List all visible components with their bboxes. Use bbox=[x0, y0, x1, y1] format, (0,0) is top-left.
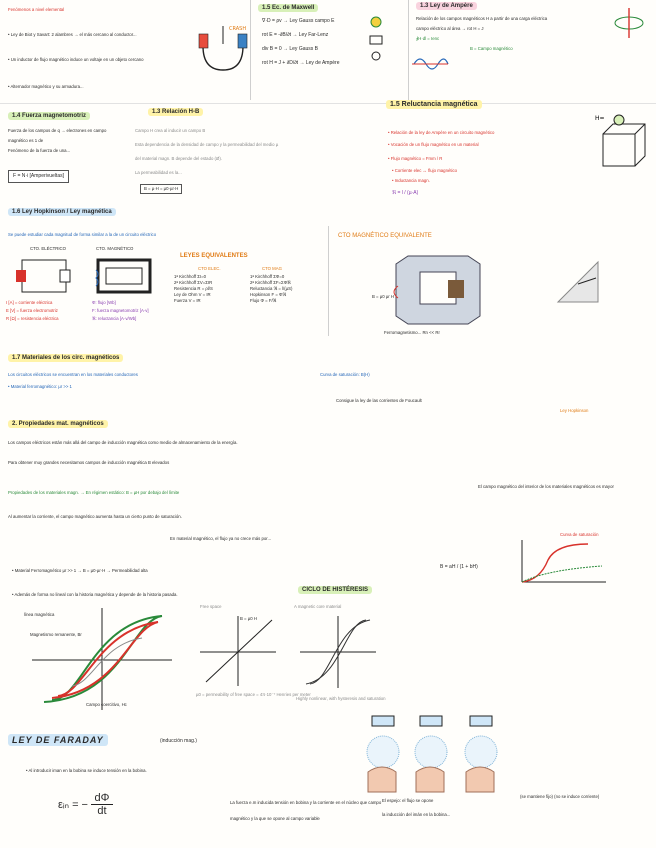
prop-line-2: Para obtener muy grandes necesitamos campos de inducción magnética B elevados bbox=[8, 460, 170, 465]
faraday-formula bbox=[58, 792, 113, 817]
core-hysteresis-chart bbox=[296, 612, 380, 692]
cto-equivalente-title: CTO MAGNÉTICO EQUIVALENTE bbox=[338, 233, 432, 239]
faraday-formula-den: dt bbox=[91, 804, 113, 817]
elec-legend-3: R [Ω] = resistencia eléctrica bbox=[6, 316, 59, 321]
label-cto-magnetico: CTO. MAGNÉTICO bbox=[96, 246, 134, 251]
faraday-fraction bbox=[91, 792, 113, 817]
saturation-curve bbox=[512, 538, 608, 586]
free-space-formula: B = µ0 H bbox=[240, 616, 257, 621]
prop-line-3: Propiedades de los materiales magn. → En régimen estático: B = µH por debajo del límite bbox=[8, 490, 180, 495]
leyes-cell: Ley de Ohm V = IR bbox=[174, 292, 211, 297]
section-relacion: 1.3 Relación H-B bbox=[148, 108, 203, 116]
faraday-right-1: El espejo: el flujo se opone bbox=[382, 798, 434, 803]
leyes-col-2: CTO MAG bbox=[262, 266, 282, 271]
fuerza-line-1: Fuerza de los campos de q → electrones en campo bbox=[8, 128, 107, 133]
ampere-line-2: campo eléctrico al área → rot H = J bbox=[416, 26, 484, 31]
ampere-line-4: B = Campo magnético bbox=[470, 46, 513, 51]
equiv-caption: B = μ0 μr H bbox=[372, 294, 395, 299]
leyes-cell: 1ª Kirchhoff ΣI=0 bbox=[174, 274, 206, 279]
col1-line1: • Ley de Biot y Savart: 2 alambres → el más cercano al conductor... bbox=[8, 32, 137, 37]
leyes-cell: Fuerza V = IR bbox=[174, 298, 201, 303]
toroid-core-diagram bbox=[388, 246, 488, 328]
mag-legend-3: ℜ: reluctancia [A·v/Wb] bbox=[92, 316, 137, 321]
faraday-note-2: magnético y la que se opone al campo variable bbox=[230, 816, 320, 821]
hopkinson-text: Se puede estudiar cada magnitud de forma similar a la de un circuito eléctrico bbox=[8, 232, 157, 237]
section-materiales: 1.7 Materiales de los circ. magnéticos bbox=[8, 354, 123, 362]
svg-text:CRASH: CRASH bbox=[229, 26, 247, 32]
mag-legend-1: Φ: flujo [Wb] bbox=[92, 300, 116, 305]
maxwell-eq-3: div B = 0 → Ley Gauss B bbox=[262, 46, 318, 52]
formula-fmm: F = N·i [Amperivueltas] bbox=[8, 170, 69, 183]
maxwell-eq-4: rot H = J + ∂D/∂t → Ley de Ampère bbox=[262, 60, 340, 66]
equiv-note: Ferromagnetismo... Rn << Rr bbox=[384, 330, 440, 335]
faraday-right-3: la inducción del imán en la bobina... bbox=[382, 812, 451, 817]
section-ampere: 1.3 Ley de Ampère bbox=[416, 2, 477, 10]
leyes-cell: Hopkinson F = Φℜ bbox=[250, 292, 286, 297]
ciclo-line: • Además de forma no lineal con la historia magnética y depende de la historia pasada. bbox=[12, 592, 178, 597]
free-space-title: Free space bbox=[200, 604, 222, 609]
hyst-label-line: línea magnética bbox=[24, 612, 55, 617]
col1-line2: • Un inductor de flujo magnético induce un voltaje en un objeto cercano bbox=[8, 57, 144, 62]
relacion-line-4: La permeabilidad es la... bbox=[135, 170, 182, 175]
section-propiedades: 2. Propiedades mat. magnéticos bbox=[8, 420, 108, 428]
relacion-line-3: del material magn. B depende del estado (Ø). bbox=[135, 156, 222, 161]
mag-legend-2: F: fuerza magnetomotriz [A·v] bbox=[92, 308, 149, 313]
maxwell-eq-1: ∇·D = ρv → Ley Gauss campo E bbox=[262, 18, 335, 24]
faraday-line: • Al introducir iman en la bobina se induce tensión en la bobina. bbox=[26, 768, 147, 773]
leyes-cell: Reluctancia ℜ = l/(µS) bbox=[250, 286, 293, 291]
ampere-line-3: ∮H·dl = Ienc bbox=[416, 36, 440, 41]
maxwell-icons bbox=[365, 14, 387, 70]
faraday-title: LEY DE FARADAY bbox=[8, 734, 108, 746]
reluctance-cube-diagram bbox=[595, 112, 647, 178]
col1-line3: • Alternador magnético y su armadura... bbox=[8, 84, 84, 89]
faraday-right-2: (se mantiene fijo) (no se induce corriente) bbox=[520, 794, 600, 799]
materiales-ferro: • Material Ferromagnético µr >> 1 → B = µ0·µr·H → Permeabilidad alta bbox=[12, 568, 148, 573]
reluct-line-3: • Flujo magnético = Fmm / R bbox=[388, 156, 443, 161]
svg-text:H=: H= bbox=[595, 115, 605, 122]
faraday-formula-lhs: εᵢₙ = − bbox=[58, 799, 88, 811]
core-caption: Highly nonlinear, with hysteresis and saturation bbox=[296, 696, 386, 701]
leyes-cell: 1ª Kirchhoff ΣΦ=0 bbox=[250, 274, 285, 279]
faraday-formula-num: dΦ bbox=[94, 792, 110, 804]
magnet-coil-sketch bbox=[195, 18, 257, 76]
formula-reluctance: ℜ = l / (µ·A) bbox=[392, 190, 419, 196]
fuerza-line-3: Fenómeno de la fuerza de una... bbox=[8, 148, 71, 153]
leyes-cell: Resistencia R = ρl/S bbox=[174, 286, 213, 291]
leyes-col-1: CTO ELEC. bbox=[198, 266, 221, 271]
hysteresis-loop-chart bbox=[22, 602, 182, 712]
reluct-line-5: • Inductancia magn. bbox=[392, 178, 430, 183]
section-maxwell: 1.5 Ec. de Maxwell bbox=[258, 4, 318, 12]
circuit-comparison-diagram bbox=[6, 254, 166, 300]
materiales-line-2: • Material ferromagnético: µr >> 1 bbox=[8, 384, 72, 389]
saturation-label: Curva de saturación bbox=[560, 532, 599, 537]
faraday-note-1: La fuerza e.m inducida tensión en bobina y la corriente en el núcleo que campo bbox=[230, 800, 382, 805]
reluct-line-4: • Corriente elec ↔ flujo magnético bbox=[392, 168, 458, 173]
elec-legend-1: I [A] = corriente eléctrica bbox=[6, 300, 53, 305]
materiales-line-1: Los circuitos eléctricos se encuentran en los materiales conductores bbox=[8, 372, 138, 377]
section-fuerza: 1.4 Fuerza magnetomotriz bbox=[8, 112, 90, 120]
hyst-label-coercive: Campo coercitivo, Hc bbox=[86, 702, 127, 707]
reluct-line-1: • Relación de la ley de Ampère en un circuito magnético bbox=[388, 130, 495, 135]
core-title: A magnetic core material bbox=[294, 604, 342, 609]
prop-right-note: Ley Hopkinson bbox=[560, 408, 589, 413]
free-space-caption: µ0 = permeability of free space = 4π·10⁻⁷ Henries per meter bbox=[196, 692, 311, 697]
prop-line-4: Al aumentar la corriente, el campo magnético aumenta hasta un cierto punto de saturación. bbox=[8, 514, 182, 519]
formula-b-muh: B = µ·H = µ0·µr·H bbox=[140, 184, 182, 194]
leyes-row bbox=[174, 298, 324, 304]
header-note: Fenómenos a nivel elemental bbox=[8, 7, 65, 12]
free-space-chart bbox=[196, 612, 280, 688]
faraday-subtitle: (inducción mag.) bbox=[160, 738, 197, 744]
leyes-table bbox=[174, 274, 324, 304]
prop-right-mid: El campo magnético del interior de los materiales magnéticos es mayor bbox=[478, 484, 614, 489]
prop-line-5: En material magnético, el flujo ya no crece más por... bbox=[170, 536, 272, 541]
hyst-label-remanent: Magnetismo remanente, Br bbox=[30, 632, 82, 637]
reluct-line-2: • Vocación de un flujo magnético en un material bbox=[388, 142, 479, 147]
wire-field-icon bbox=[612, 6, 646, 40]
relacion-line-1: Campo H crea al inducir un campo B bbox=[135, 128, 206, 133]
maxwell-eq-2: rot E = -∂B/∂t → Ley Far-Lenz bbox=[262, 32, 329, 38]
elec-legend-2: E [V] = fuerza electromotriz bbox=[6, 308, 58, 313]
label-cto-electrico: CTO. ELÉCTRICO bbox=[30, 246, 66, 251]
materiales-line-3: Curva de saturación: B(H) bbox=[320, 372, 370, 377]
leyes-title: LEYES EQUIVALENTES bbox=[180, 253, 248, 259]
leyes-cell: 2ª Kirchhoff ΣF=ΣΦℜ bbox=[250, 280, 291, 285]
section-ley-hopkinson: 1.6 Ley Hopkinson / Ley magnética bbox=[8, 208, 116, 216]
solenoid-icon bbox=[410, 44, 450, 76]
relacion-line-2: Esta dependencia de la densidad de campo y la permeabilidad del medio µ bbox=[135, 142, 279, 147]
leyes-cell: 2ª Kirchhoff ΣV=ΣIR bbox=[174, 280, 213, 285]
ampere-line-1: Relación de los campos magnéticos H a partir de una carga eléctrica bbox=[416, 16, 548, 21]
prop-right-top: Consigue la ley de las corrientes de Foucault bbox=[336, 398, 422, 403]
fuerza-line-2: magnético es 1 de bbox=[8, 138, 44, 143]
leyes-cell: Flujo Φ = F/ℜ bbox=[250, 298, 277, 303]
prop-line-1: Los campos eléctricos están más allá del campo de inducción magnética como medio de almacenamiento de la energía. bbox=[8, 440, 238, 445]
faraday-hands-illustration bbox=[358, 712, 514, 796]
formula-frohlich: B = aH / (1 + bH) bbox=[440, 564, 478, 570]
ciclo-title: CICLO DE HISTÉRESIS bbox=[298, 586, 372, 594]
section-reluctancia: 1.5 Reluctancia magnética bbox=[386, 100, 482, 109]
air-gap-diagram bbox=[548, 252, 618, 314]
